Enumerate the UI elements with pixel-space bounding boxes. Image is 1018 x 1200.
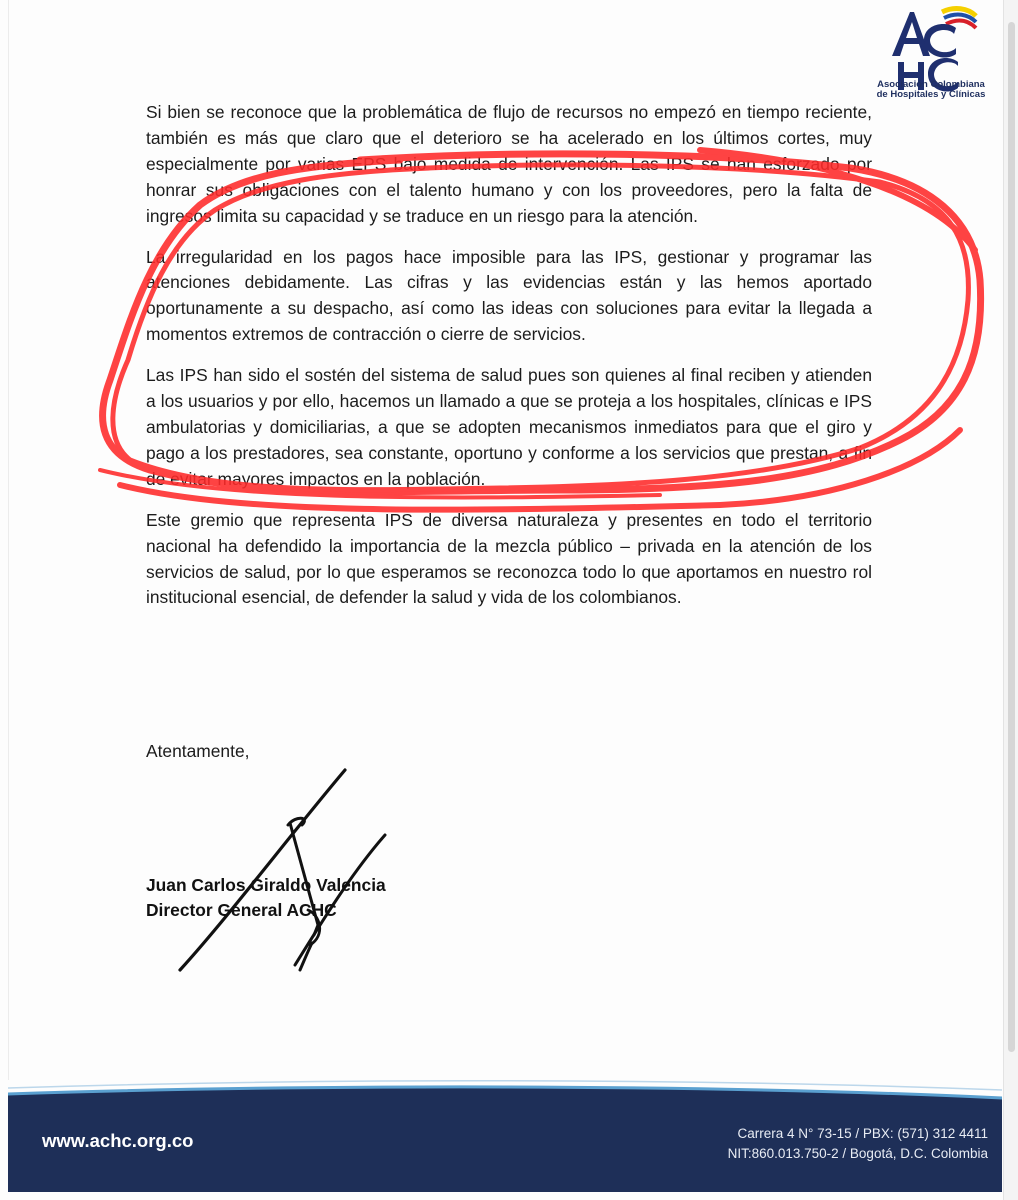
footer-address-line1: Carrera 4 N° 73-15 / PBX: (571) 312 4411 [737, 1126, 988, 1141]
scrollbar-thumb[interactable] [1008, 22, 1015, 1052]
footer [8, 1080, 1002, 1192]
logo-caption-line1: Asociación Colombiana [877, 79, 985, 90]
signer-name: Juan Carlos Giraldo Valencia [146, 875, 386, 895]
closing-salutation: Atentamente, [146, 741, 250, 761]
vertical-scrollbar[interactable] [1003, 0, 1018, 1200]
letter-body [146, 100, 872, 626]
paragraph-3: Las IPS han sido el sostén del sistema de salud pues son quienes al final reciben y atienden a los usuarios y por ello, hacemos un llamado a que se proteja a los hospitales, clínicas e IPS ambulatorias y domiciliarias, a que se adopten mecanismos inmediatos para que el giro y pago a los prestadores, sea constante, oportuno y conforme a los servicios que prestan, a fin de evitar mayores impactos en la población. [146, 365, 872, 489]
footer-website-link[interactable]: www.achc.org.co [42, 1130, 194, 1151]
signer-title: Director General ACHC [146, 900, 337, 920]
paragraph-4: Este gremio que representa IPS de diversa naturaleza y presentes en todo el territorio nacional ha defendido la importancia de la mezcla público – privada en la atención de los servicios de salud, por lo que esperamos se reconozca todo lo que aportamos en nuestro rol institucional esencial, de defender la salud y vida de los colombianos. [146, 509, 872, 608]
footer-address-line2: NIT:860.013.750-2 / Bogotá, D.C. Colombia [727, 1146, 988, 1161]
logo-caption [876, 80, 986, 100]
footer-address [728, 1124, 988, 1164]
paragraph-1: Si bien se reconoce que la problemática de flujo de recursos no empezó en tiempo reciente, también es más que claro que el deterioro se ha acelerado en los últimos cortes, muy especialmente por varias EPS bajo medida de intervención. Las IPS se han esforzado por honrar sus obligaciones con el talento humano y con los proveedores, pero la falta de ingresos limita su capacidad y se traduce en un riesgo para la atención. [146, 102, 872, 226]
logo-caption-line2: de Hospitales y Clínicas [876, 89, 986, 100]
paragraph-2: La irregularidad en los pagos hace imposible para las IPS, gestionar y programar las atenciones debidamente. Las cifras y las evidencias están y las hemos aportado oportunamente a su despacho, así como las ideas con soluciones para evitar la llegada a momentos extremos de contracción o cierre de servicios. [146, 246, 872, 345]
signer-block [146, 873, 386, 923]
